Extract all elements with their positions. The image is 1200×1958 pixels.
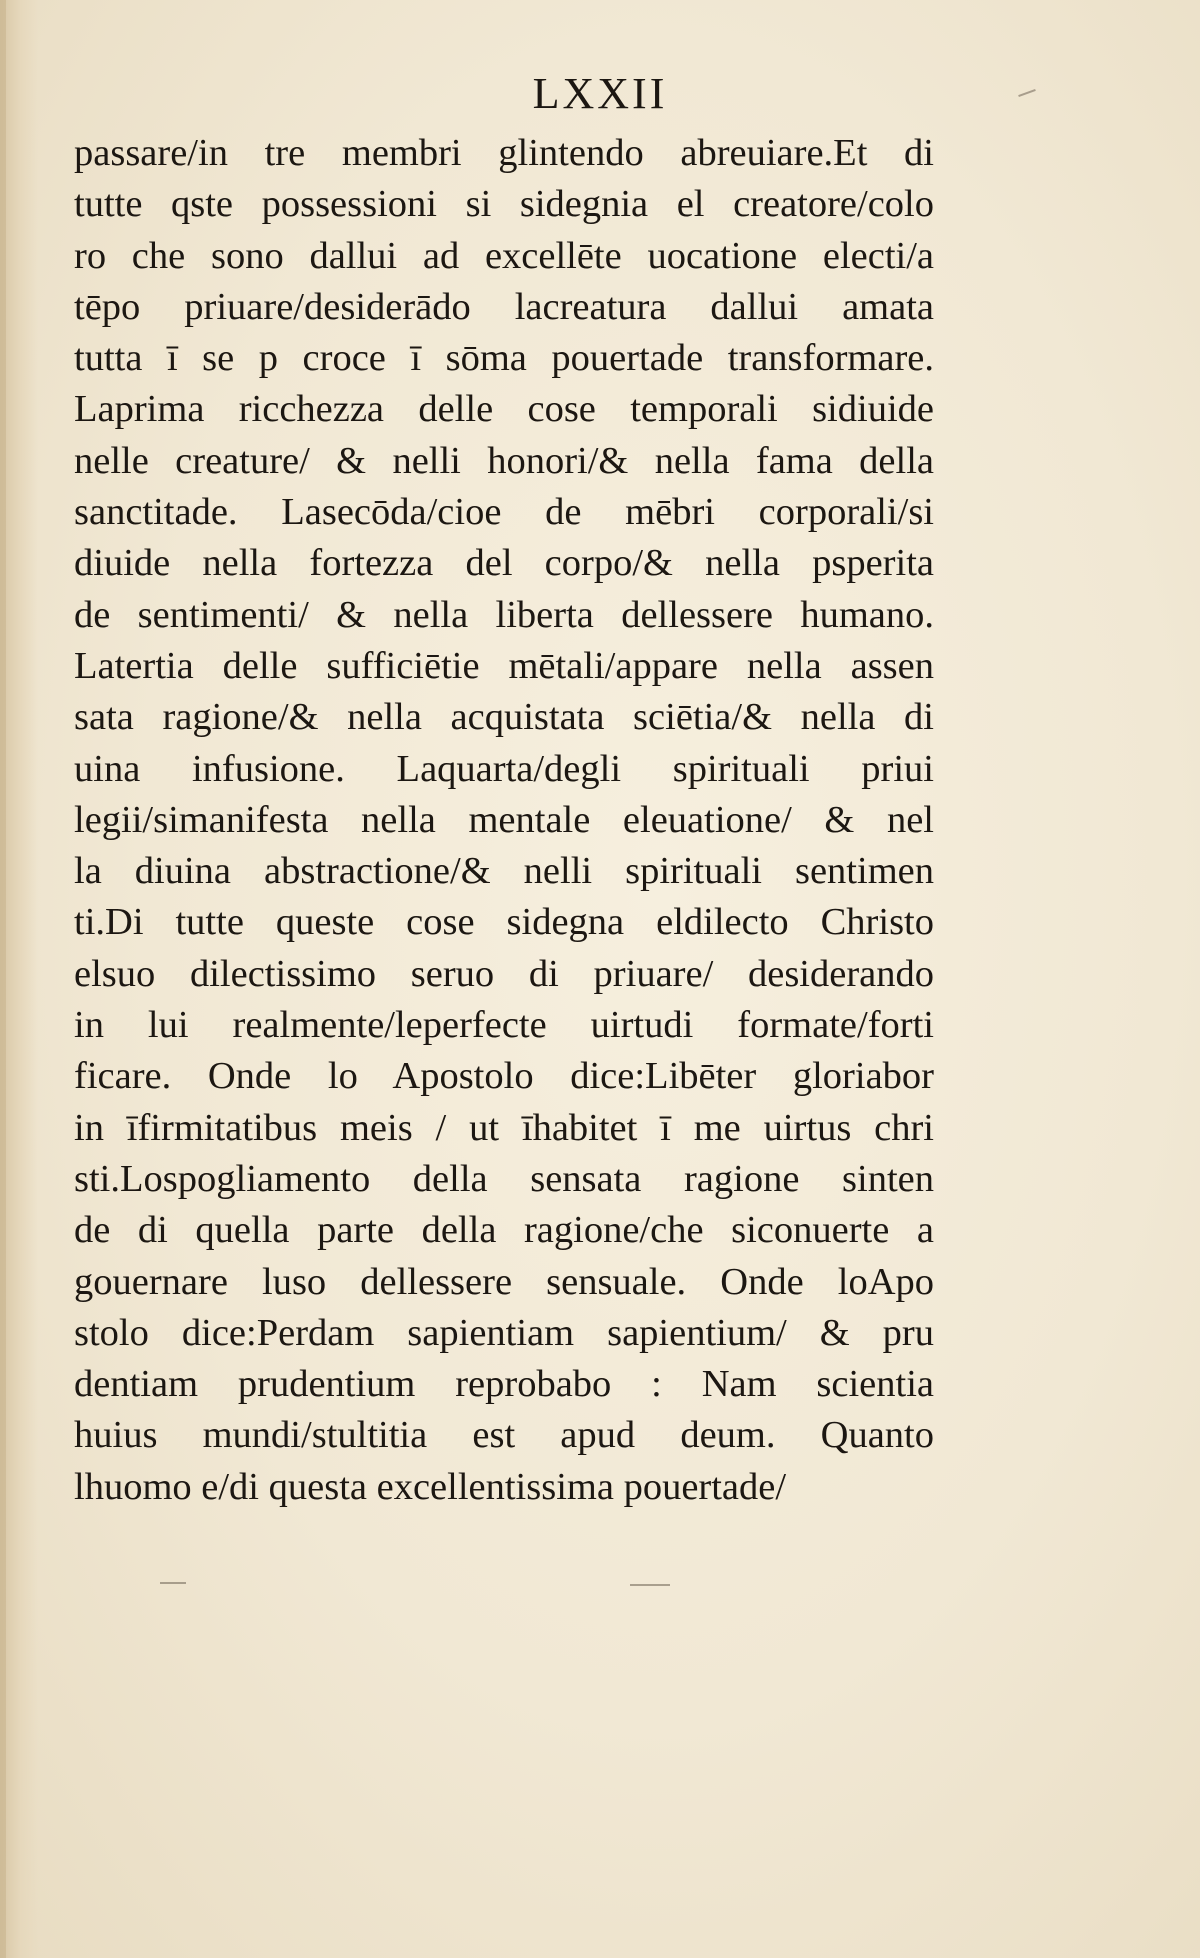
- text-line: stolo dice:Perdam sapientiam sapientium/ & pru: [74, 1311, 934, 1354]
- page-edge-stain: [0, 0, 6, 1958]
- text-line: lhuomo e/di questa excellentissima pouertade/: [74, 1465, 787, 1508]
- ink-speck: [630, 1584, 670, 1586]
- text-line: sata ragione/& nella acquistata sciētia/& nella di: [74, 696, 934, 739]
- text-line: in lui realmente/leperfecte uirtudi formate/forti: [74, 1004, 934, 1047]
- text-line: de di quella parte della ragione/che siconuerte a: [74, 1209, 934, 1252]
- text-line: uina infusione. Laquarta/degli spirituali priui: [74, 747, 934, 790]
- text-line: de sentimenti/ & nella liberta dellessere humano.: [74, 593, 934, 636]
- text-line: sti.Lospogliamento della sensata ragione sinten: [74, 1157, 934, 1200]
- folio-number: LXXII: [532, 69, 668, 118]
- text-line: legii/simanifesta nella mentale eleuatione/ & nel: [74, 798, 934, 841]
- text-line: la diuina abstractione/& nelli spirituali sentimen: [74, 850, 934, 893]
- text-line: ficare. Onde lo Apostolo dice:Libēter gloriabor: [74, 1055, 934, 1098]
- text-line: Latertia delle sufficiētie mētali/appare nella assen: [74, 644, 934, 687]
- text-line: tutta ī se p croce ī sōma pouertade transformare.: [74, 337, 934, 380]
- text-line: in īfirmitatibus meis / ut īhabitet ī me uirtus chri: [74, 1106, 934, 1149]
- text-line: passare/in tre membri glintendo abreuiare.Et di: [74, 132, 934, 174]
- text-line: gouernare luso dellessere sensuale. Onde loApo: [74, 1260, 934, 1303]
- text-line: ro che sono dallui ad excellēte uocatione electi/a: [74, 234, 934, 277]
- text-line: elsuo dilectissimo seruo di priuare/ desiderando: [74, 952, 934, 995]
- text-line: sanctitade. Lasecōda/cioe de mēbri corporali/si: [74, 491, 934, 534]
- text-line: diuide nella fortezza del corpo/& nella psperita: [74, 542, 934, 585]
- text-line: Laprima ricchezza delle cose temporali sidiuide: [74, 388, 934, 431]
- text-line: dentiam prudentium reprobabo : Nam scientia: [74, 1363, 934, 1406]
- text-line: tēpo priuare/desiderādo lacreatura dallui amata: [74, 285, 934, 328]
- text-line: nelle creature/ & nelli honori/& nella fama della: [74, 439, 934, 482]
- text-line: tutte qste possessioni si sidegnia el creatore/colo: [74, 183, 934, 226]
- ink-speck: [160, 1582, 186, 1584]
- text-line: ti.Di tutte queste cose sidegna eldilecto Christo: [74, 901, 934, 944]
- text-line: huius mundi/stultitia est apud deum. Quanto: [74, 1414, 934, 1457]
- text-block: [74, 128, 934, 1513]
